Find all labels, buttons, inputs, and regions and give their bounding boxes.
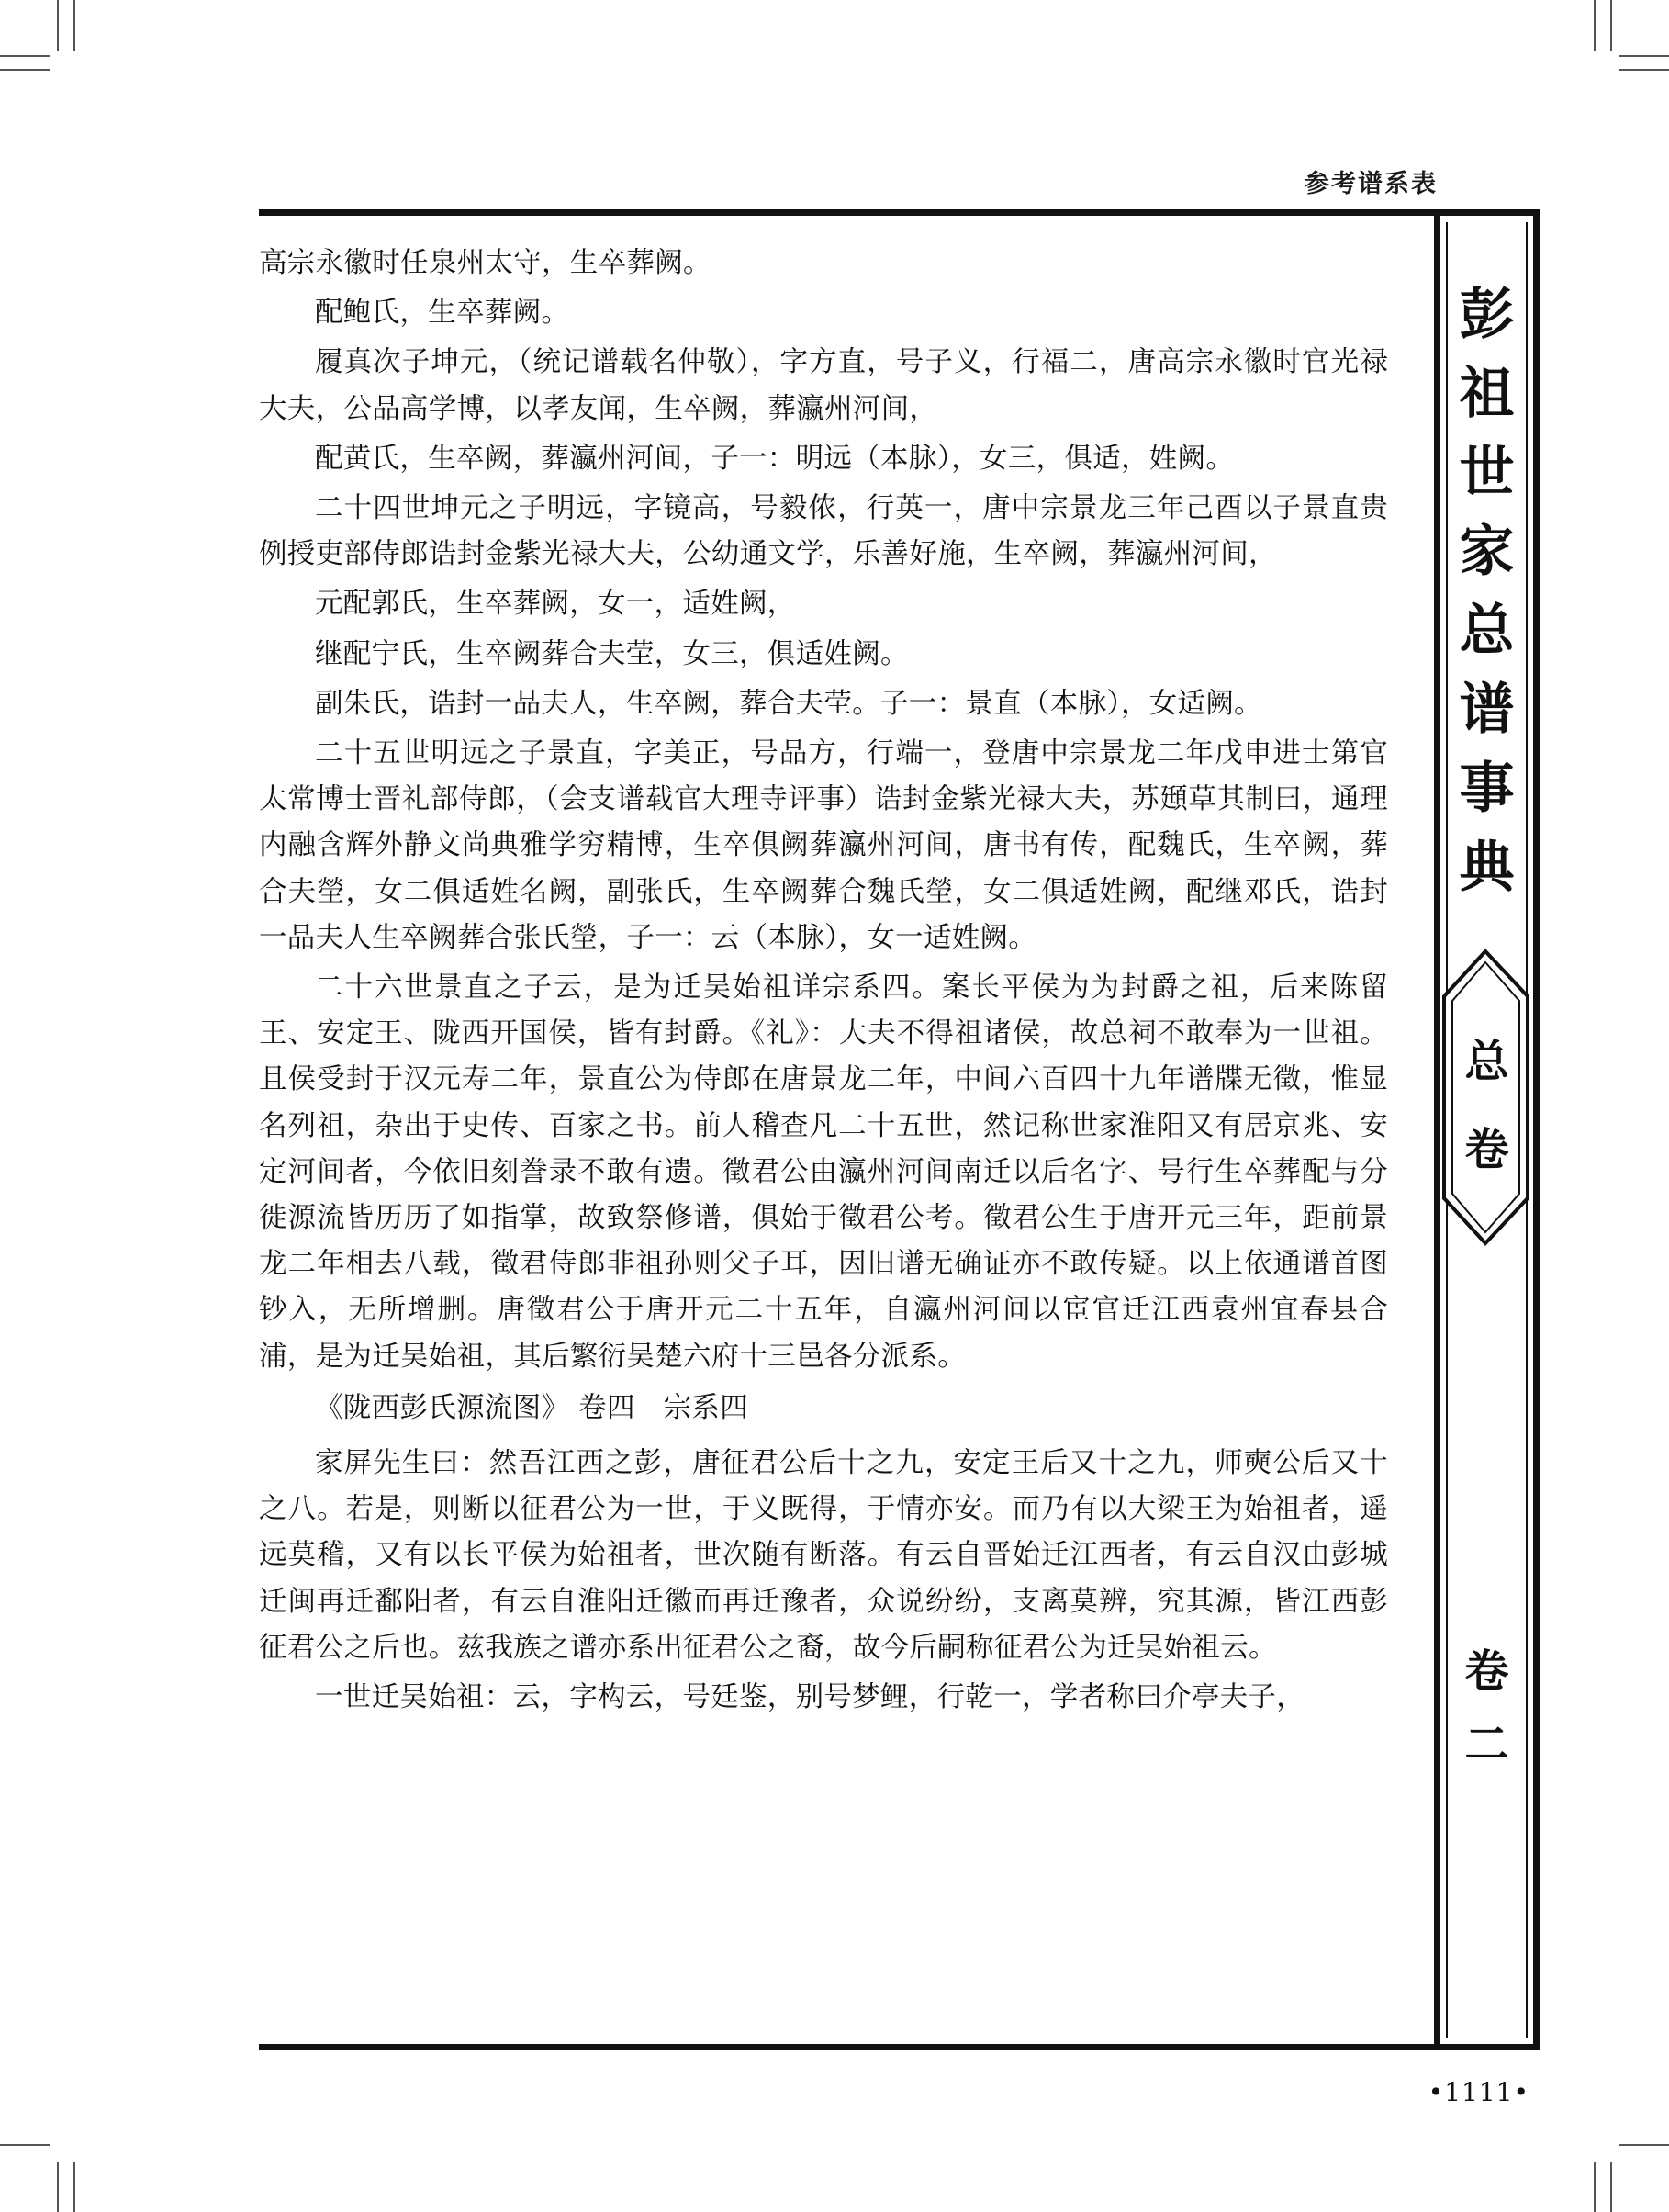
crop-mark bbox=[1619, 2144, 1669, 2146]
paragraph: 继配宁氏，生卒阙葬合夫茔，女三，俱适姓阙。 bbox=[315, 637, 909, 670]
paragraph: 履真次子坤元，（统记谱载名仲敬），字方直，号子义，行福二，唐高宗永徽时官光禄大夫，公品高学博，以孝友闻，生卒阙，葬瀛州河间， bbox=[259, 346, 1388, 425]
paragraph: 二十六世景直之子云，是为迁吴始祖详宗系四。案长平侯为为封爵之祖，后来陈留王、安定王、陇西开国侯，皆有封爵。《礼》：大夫不得祖诸侯，故总祠不敢奉为一世祖。且侯受封于汉元寿二年，景直公为侍郎在唐景龙二年，中间六百四十九年谱牒无徵，惟显名列祖，杂出于史传、百家之书。前人稽查凡二十五世，然记称世家淮阳又有居京兆、安定河间者，今依旧刻誊录不敢有遗。徵君公由瀛州河间南迁以后名字、号行生卒葬配与分徙源流皆历历了如指掌，故致祭修谱，俱始于徵君公考。徵君公生于唐开元三年，距前景龙二年相去八载，徵君侍郎非祖孙则父子耳，因旧谱无确证亦不敢传疑。以上依通谱首图钞入，无所增删。唐徵君公于唐开元二十五年，自瀛州河间以宦官迁江西袁州宜春县合浦，是为迁吴始祖，其后繁衍吴楚六府十三邑各分派系。 bbox=[259, 971, 1388, 1373]
crop-mark bbox=[1610, 0, 1612, 51]
paragraph: 元配郭氏，生卒葬阙，女一，适姓阙， bbox=[315, 588, 796, 621]
side-title-char: 家 bbox=[1459, 520, 1515, 584]
side-volume-label bbox=[1448, 1017, 1526, 1194]
side-juan-label bbox=[1448, 1634, 1526, 1781]
paragraph: 一世迁吴始祖：云，字构云，号廷鉴，别号梦鲤，行乾一，学者称曰介亭夫子， bbox=[315, 1681, 1305, 1714]
crop-mark bbox=[0, 69, 50, 71]
crop-mark bbox=[73, 2162, 75, 2212]
side-title-char: 谱 bbox=[1459, 678, 1515, 742]
frame-top-rule bbox=[259, 209, 1540, 216]
crop-mark bbox=[0, 2144, 50, 2146]
paragraph: 配黄氏，生卒阙，葬瀛州河间，子一：明远（本脉），女三，俱适，姓阙。 bbox=[315, 442, 1235, 475]
page-number: •1111• bbox=[1428, 2077, 1529, 2107]
crop-mark bbox=[1619, 69, 1669, 71]
paragraph: 配鲍氏，生卒葬阙。 bbox=[315, 297, 570, 330]
crop-mark bbox=[1594, 0, 1596, 51]
crop-mark bbox=[57, 0, 59, 51]
paragraph: 副朱氏，诰封一品夫人，生卒阙，葬合夫茔。子一：景直（本脉），女适阙。 bbox=[315, 687, 1262, 720]
side-title-char: 事 bbox=[1459, 757, 1515, 821]
side-juan-char: 卷 bbox=[1464, 1645, 1509, 1697]
crop-mark bbox=[73, 0, 75, 51]
frame-bottom-rule bbox=[259, 2044, 1540, 2050]
side-juan-char: 二 bbox=[1464, 1719, 1509, 1770]
side-title-char: 世 bbox=[1459, 441, 1515, 505]
main-text bbox=[259, 241, 1388, 1724]
crop-mark bbox=[1610, 2162, 1612, 2212]
side-title-char: 祖 bbox=[1459, 362, 1515, 426]
side-title-char: 总 bbox=[1459, 599, 1515, 663]
paragraph: 二十四世坤元之子明远，字镜高，号毅侬，行英一，唐中宗景龙三年己酉以子景直贵例授吏部侍郎诰封金紫光禄大夫，公幼通文学，乐善好施，生卒阙，葬瀛州河间， bbox=[259, 492, 1388, 571]
side-title-char: 彭 bbox=[1459, 283, 1515, 347]
paragraph: 高宗永徽时任泉州太守，生卒葬阙。 bbox=[259, 247, 711, 279]
paragraph: 家屏先生曰：然吾江西之彭，唐征君公后十之九，安定王后又十之九，师奭公后又十之八。若是，则断以征君公为一世，于义既得，于情亦安。而乃有以大梁王为始祖者，遥远莫稽，又有以长平侯为始祖者，世次随有断落。有云自晋始迁江西者，有云自汉由彭城迁闽再迁鄱阳者，有云自淮阳迁徽而再迁豫者，众说纷纷，支离莫辨，究其源，皆江西彭征君公之后也。兹我族之谱亦系出征君公之裔，故今后嗣称征君公为迁吴始祖云。 bbox=[259, 1447, 1388, 1664]
crop-mark bbox=[57, 2162, 59, 2212]
running-head: 参考谱系表 bbox=[1305, 170, 1438, 198]
frame-side-rule-right bbox=[1533, 209, 1540, 2050]
side-volume-char: 总 bbox=[1464, 1036, 1509, 1087]
section-heading: 《陇西彭氏源流图》 卷四 宗系四 bbox=[315, 1391, 748, 1424]
side-book-title bbox=[1448, 275, 1526, 907]
crop-mark bbox=[1594, 2162, 1596, 2212]
side-title-char: 典 bbox=[1459, 836, 1515, 900]
paragraph: 二十五世明远之子景直，字美正，号品方，行端一，登唐中宗景龙二年戊申进士第官太常博士晋礼部侍郎，（会支谱载官大理寺评事）诰封金紫光禄大夫，苏頲草其制曰，通理内融含辉外静文尚典雅学穷精博，生卒俱阙葬瀛州河间，唐书有传，配魏氏，生卒阙，葬合夫塋，女二俱适姓名阙，副张氏，生卒阙葬合魏氏塋，女二俱适姓阙，配继邓氏，诰封一品夫人生卒阙葬合张氏塋，子一：云（本脉），女一适姓阙。 bbox=[259, 737, 1388, 954]
side-volume-char: 卷 bbox=[1464, 1124, 1509, 1175]
crop-mark bbox=[0, 55, 50, 57]
crop-mark bbox=[1619, 55, 1669, 57]
